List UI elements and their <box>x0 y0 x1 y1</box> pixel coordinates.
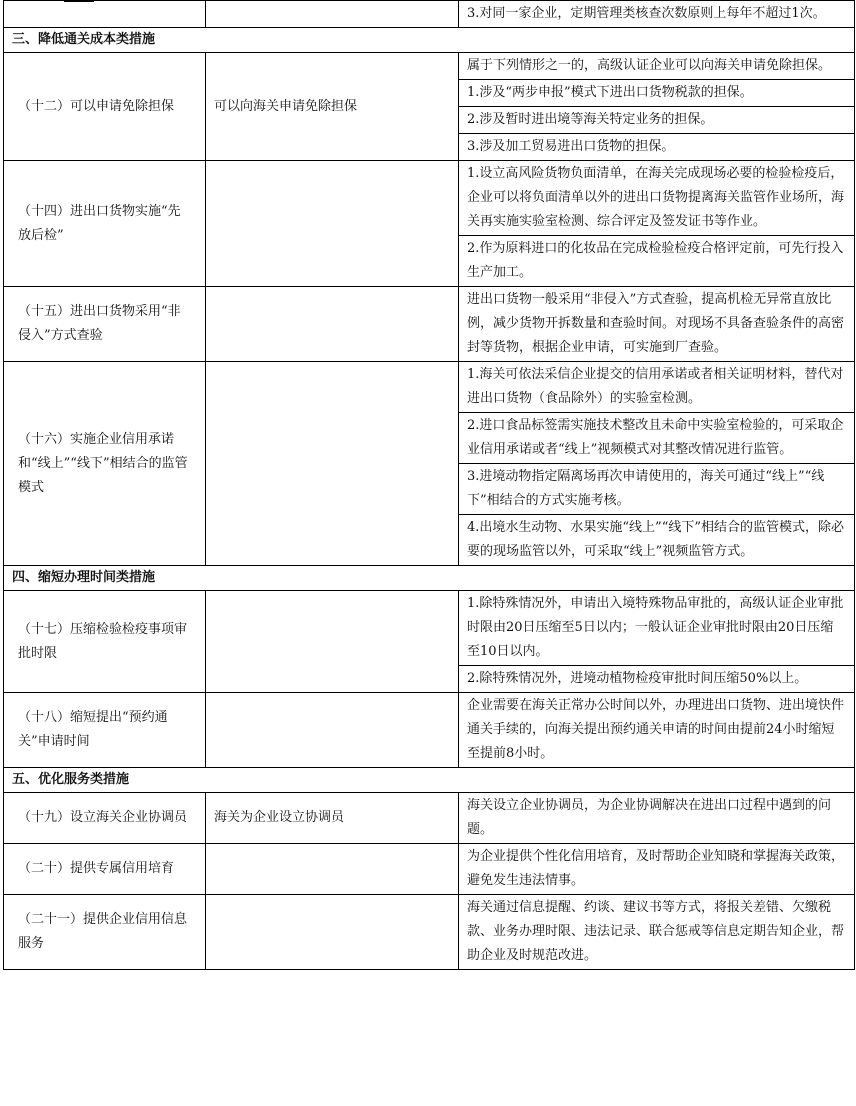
measure-content <box>206 895 459 970</box>
measure-detail: 属于下列情形之一的，高级认证企业可以向海关申请免除担保。 <box>459 53 855 80</box>
measure-content <box>206 362 459 566</box>
measure-detail: 海关通过信息提醒、约谈、建议书等方式，将报关差错、欠缴税款、业务办理时限、违法记录、联合惩戒等信息定期告知企业，帮助企业及时规范改进。 <box>459 895 855 970</box>
measure-detail: 进出口货物一般采用“非侵入”方式查验，提高机检无异常直放比例，减少货物开拆数量和查验时间。对现场不具备查验条件的高密封等货物，根据企业申请，可实施到厂查验。 <box>459 287 855 362</box>
measure-content: 海关为企业设立协调员 <box>206 793 459 844</box>
measure-name: （十二）可以申请免除担保 <box>4 53 206 161</box>
table-row <box>4 793 855 844</box>
table-row <box>4 161 855 236</box>
measure-detail: 1.除特殊情况外，申请出入境特殊物品审批的，高级认证企业审批时限由20日压缩至5日以内；一般认证企业审批时限由20日压缩至10日以内。 <box>459 591 855 666</box>
measures-table-page <box>3 0 854 970</box>
measure-name: （十八）缩短提出“预约通关”申请时间 <box>4 693 206 768</box>
table-row <box>4 1 855 28</box>
measure-name: （二十）提供专属信用培育 <box>4 844 206 895</box>
section-title: 四、缩短办理时间类措施 <box>4 566 855 591</box>
section-title: 三、降低通关成本类措施 <box>4 28 855 53</box>
measure-detail: 1.设立高风险货物负面清单，在海关完成现场必要的检验检疫后，企业可以将负面清单以外的进出口货物提离海关监管作业场所，海关再实施实验室检测、综合评定及签发证书等作业。 <box>459 161 855 236</box>
measure-detail: 4.出境水生动物、水果实施“线上”“线下”相结合的监管模式，除必要的现场监管以外，可采取“线上”视频监管方式。 <box>459 515 855 566</box>
table-row <box>4 362 855 413</box>
measure-detail-cell: 3.对同一家企业，定期管理类核查次数原则上每年不超过1次。 <box>459 1 855 28</box>
measure-detail: 3.涉及加工贸易进出口货物的担保。 <box>459 134 855 161</box>
measure-name-cell <box>4 1 206 28</box>
measure-content <box>206 287 459 362</box>
table-row <box>4 895 855 970</box>
table-row <box>4 844 855 895</box>
measure-content <box>206 591 459 693</box>
table-row <box>4 287 855 362</box>
table-row <box>4 693 855 768</box>
section-header-row <box>4 566 855 591</box>
measure-name: （二十一）提供企业信用信息服务 <box>4 895 206 970</box>
measure-detail: 海关设立企业协调员，为企业协调解决在进出口过程中遇到的问题。 <box>459 793 855 844</box>
measure-detail: 1.海关可依法采信企业提交的信用承诺或者相关证明材料，替代对进出口货物（食品除外）的实验室检测。 <box>459 362 855 413</box>
measure-detail: 企业需要在海关正常办公时间以外，办理进出口货物、进出境快件通关手续的，向海关提出预约通关申请的时间由提前24小时缩短至提前8小时。 <box>459 693 855 768</box>
measure-content <box>206 844 459 895</box>
measure-content <box>206 161 459 287</box>
table-row <box>4 53 855 80</box>
table-row <box>4 591 855 666</box>
measure-content-cell <box>206 1 459 28</box>
measure-content: 可以向海关申请免除担保 <box>206 53 459 161</box>
measure-detail: 3.进境动物指定隔离场再次申请使用的，海关可通过“线上”“线下”相结合的方式实施考核。 <box>459 464 855 515</box>
measure-detail: 2.涉及暂时进出境等海关特定业务的担保。 <box>459 107 855 134</box>
measure-name: （十五）进出口货物采用“非侵入”方式查验 <box>4 287 206 362</box>
measure-content <box>206 693 459 768</box>
section-title: 五、优化服务类措施 <box>4 768 855 793</box>
measure-detail: 2.除特殊情况外，进境动植物检疫审批时间压缩50%以上。 <box>459 666 855 693</box>
measures-table <box>3 0 855 970</box>
section-header-row <box>4 28 855 53</box>
measure-name: （十六）实施企业信用承诺和“线上”“线下”相结合的监管模式 <box>4 362 206 566</box>
measure-detail: 2.作为原料进口的化妆品在完成检验检疫合格评定前，可先行投入生产加工。 <box>459 236 855 287</box>
section-header-row <box>4 768 855 793</box>
measure-name: （十九）设立海关企业协调员 <box>4 793 206 844</box>
measure-name: （十七）压缩检验检疫事项审批时限 <box>4 591 206 693</box>
measure-detail: 1.涉及“两步申报”模式下进出口货物税款的担保。 <box>459 80 855 107</box>
measure-detail: 为企业提供个性化信用培育，及时帮助企业知晓和掌握海关政策，避免发生违法情事。 <box>459 844 855 895</box>
measure-name: （十四）进出口货物实施“先放后检” <box>4 161 206 287</box>
measure-detail: 2.进口食品标签需实施技术整改且未命中实验室检验的，可采取企业信用承诺或者“线上”视频模式对其整改情况进行监管。 <box>459 413 855 464</box>
